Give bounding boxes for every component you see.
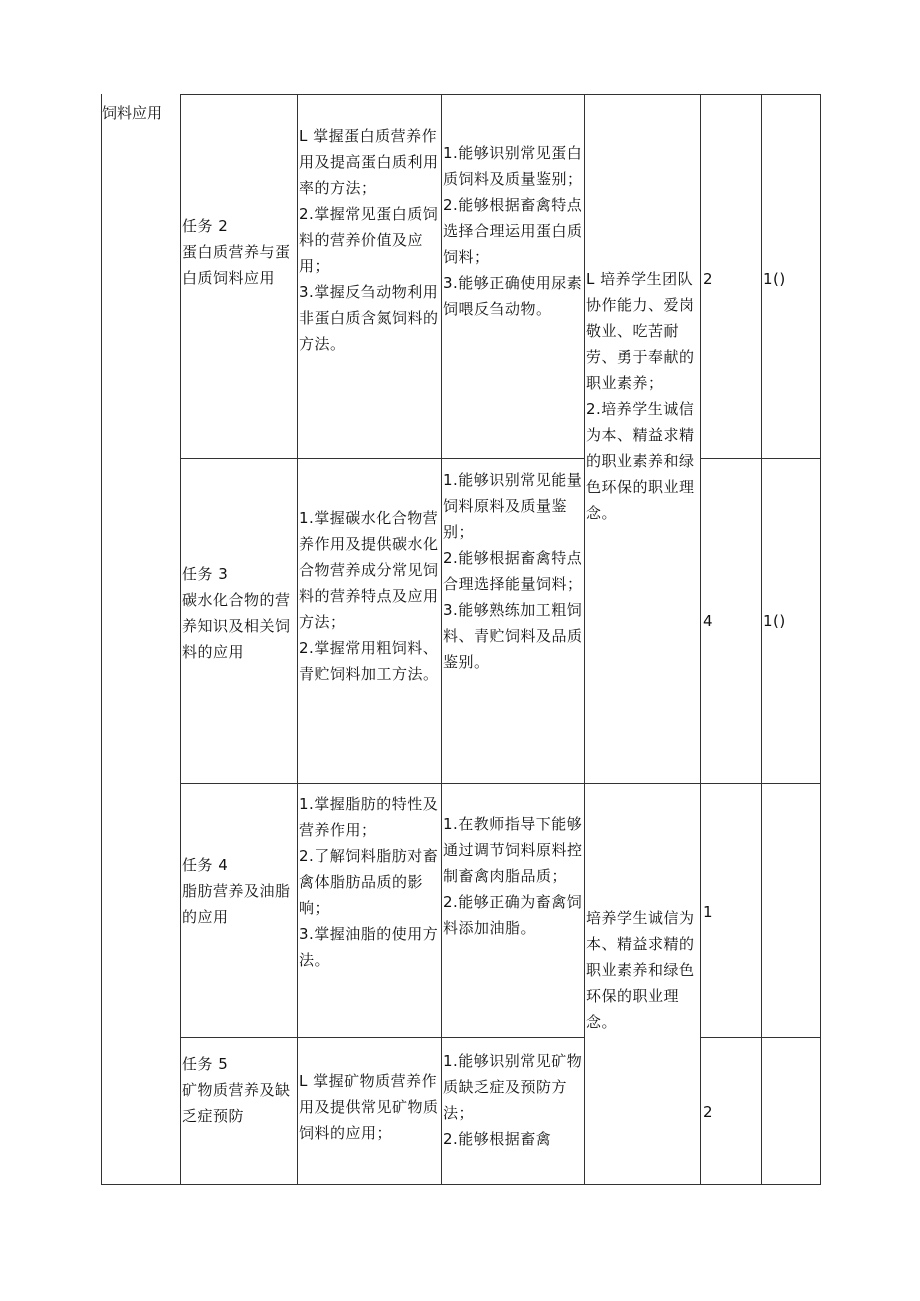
skill-item: 1.能够识别常见矿物质缺乏症及预防方法； (443, 1052, 583, 1122)
skill-item: 1.在教师指导下能够通过调节饲料原料控制畜禽肉脂品质； (443, 815, 583, 885)
class-hours: 1 (703, 903, 714, 921)
skill-item: 2.能够根据畜禽特点选择合理运用蛋白质饲料； (443, 196, 583, 266)
class-hours: 2 (703, 1103, 714, 1121)
table-border-top (180, 94, 821, 95)
task-number: 任务 3 (182, 565, 229, 583)
class-hours: 4 (703, 612, 714, 630)
knowledge-item: 1.掌握脂肪的特性及营养作用； (299, 795, 439, 839)
quality-goals (586, 266, 700, 526)
knowledge-item: 3.掌握反刍动物利用非蛋白质含氮饲料的方法。 (299, 283, 439, 353)
task-name: 脂肪营养及油脂的应用 (182, 882, 291, 926)
column-divider (441, 94, 442, 1185)
table-row (182, 213, 294, 291)
column-divider (584, 94, 585, 1185)
table-border-bottom (101, 1184, 821, 1185)
class-hours: 2 (703, 270, 714, 288)
knowledge-goals (299, 505, 441, 687)
knowledge-item: 2.了解饲料脂肪对畜禽体脂肪品质的影响； (299, 847, 439, 917)
skill-goals (443, 140, 584, 322)
skill-item: 1.能够识别常见能量饲料原料及质量鉴别； (443, 471, 583, 541)
task-number: 任务 2 (182, 217, 229, 235)
skill-item: 3.能够熟练加工粗饲料、青贮饲料及品质鉴别。 (443, 601, 583, 671)
knowledge-item: 2.掌握常用粗饲料、青贮饲料加工方法。 (299, 639, 439, 683)
task-name: 碳水化合物的营养知识及相关饲料的应用 (182, 591, 291, 661)
knowledge-goals (299, 123, 441, 357)
knowledge-goals (299, 1068, 441, 1146)
column-divider (297, 94, 298, 1185)
column-divider (761, 94, 762, 1185)
knowledge-item: 1.掌握碳水化合物营养作用及提供碳水化合物营养成分常见饲料的营养特点及应用方法； (299, 509, 439, 631)
code-value: 1() (763, 612, 786, 630)
skill-item: 3.能够正确使用尿素饲喂反刍动物。 (443, 274, 583, 318)
column-divider (180, 94, 181, 1185)
task-number: 任务 5 (182, 1055, 229, 1073)
column-divider (700, 94, 701, 1185)
row-divider (180, 458, 585, 459)
quality-item: L 培养学生团队协作能力、爱岗敬业、吃苦耐劳、勇于奉献的职业素养； (586, 270, 695, 392)
row-divider (700, 458, 821, 459)
skill-goals (443, 811, 584, 941)
knowledge-item: 3.掌握油脂的使用方法。 (299, 925, 439, 969)
row-divider (180, 783, 821, 784)
task-number: 任务 4 (182, 856, 229, 874)
table-row (182, 561, 294, 665)
table-border-left (101, 94, 102, 1185)
quality-item: 2.培养学生诚信为本、精益求精的职业素养和绿色环保的职业理念。 (586, 400, 695, 522)
module-name: 饲料应用 (102, 104, 163, 122)
code-value: 1() (763, 270, 786, 288)
table-row (182, 1051, 294, 1129)
skill-item: 1.能够识别常见蛋白质饲料及质量鉴别； (443, 144, 583, 188)
table-row (182, 852, 294, 930)
skill-item: 2.能够根据畜禽特点合理选择能量饲料； (443, 549, 583, 593)
knowledge-item: L 掌握矿物质营养作用及提供常见矿物质饲料的应用； (299, 1072, 439, 1142)
quality-goals: 培养学生诚信为本、精益求精的职业素养和绿色环保的职业理念。 (586, 909, 695, 1031)
knowledge-goals (299, 791, 441, 973)
row-divider (700, 1037, 821, 1038)
knowledge-item: L 掌握蛋白质营养作用及提高蛋白质利用率的方法； (299, 127, 439, 197)
row-divider (180, 1037, 585, 1038)
skill-item: 2.能够根据畜禽 (443, 1130, 552, 1148)
knowledge-item: 2.掌握常见蛋白质饲料的营养价值及应用； (299, 205, 439, 275)
skill-goals (443, 467, 584, 675)
skill-goals (443, 1048, 584, 1152)
skill-item: 2.能够正确为畜禽饲料添加油脂。 (443, 893, 583, 937)
task-name: 矿物质营养及缺乏症预防 (182, 1081, 291, 1125)
table-border-right (820, 94, 821, 1185)
task-name: 蛋白质营养与蛋白质饲料应用 (182, 243, 291, 287)
